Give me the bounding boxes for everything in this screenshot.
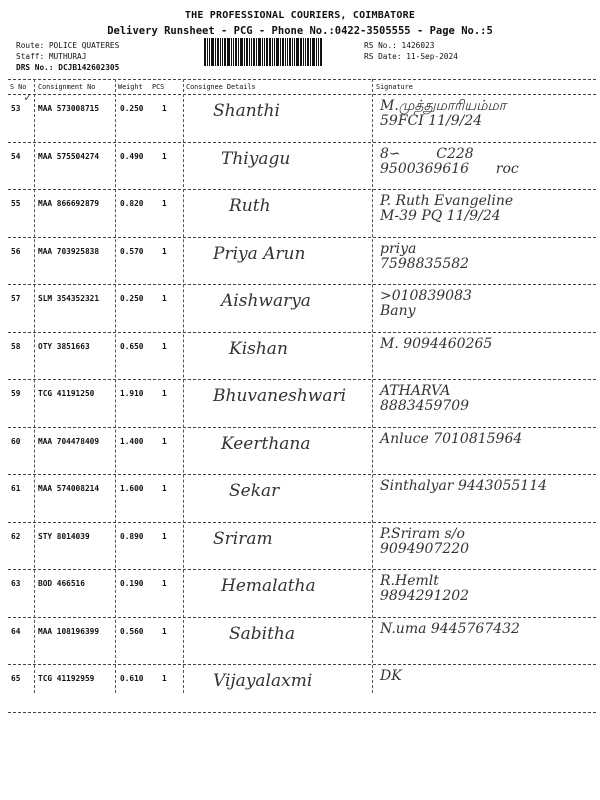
rs-date: RS Date: 11-Sep-2024 [364,52,458,61]
consignment-cell: BOD 466516 [38,579,85,588]
sno-cell: 59 [11,389,21,398]
sno-cell: 65 [11,674,21,683]
row-rule [8,712,596,713]
consignment-cell: MAA 704478409 [38,436,100,446]
pcs-cell: 1 [162,484,167,493]
barcode-bar [204,38,206,66]
barcode-bar [305,38,306,66]
barcode-bar [269,38,271,66]
table-row [8,570,596,618]
barcode-bar [296,38,299,66]
weight-cell: 0.560 [120,626,144,636]
weight-cell: 1.600 [120,484,144,493]
barcode-bar [292,38,293,66]
sno-cell: 60 [11,436,21,446]
barcode-bar [209,38,210,66]
barcode-bar [276,38,279,66]
table-row [8,618,596,666]
pcs-cell: 1 [162,151,167,161]
sno-cell: 62 [11,531,21,541]
consignee-handwriting: Sabitha [229,623,296,644]
consignment-cell: TCG 41191250 [38,389,95,398]
barcode-bar [249,38,250,66]
pcs-cell: 1 [162,531,167,541]
signature-handwriting: R.Hemlt 9894291202 [380,573,470,604]
weight-cell: 0.250 [120,294,144,303]
barcode-bar [251,38,252,66]
sno-cell: 56 [11,246,21,256]
consignment-cell: STY 8014039 [38,531,90,541]
sno-cell: 64 [11,626,21,636]
barcode-bar [266,38,268,66]
barcode-bar [246,38,248,66]
barcode-bar [231,38,232,66]
barcode-bar [318,38,319,66]
signature-handwriting: 8∽ C228 9500369616 roc [380,145,519,177]
weight-cell: 0.490 [120,151,144,161]
barcode-bar [287,38,288,66]
barcode-bar [312,38,315,66]
col-head-consignment: Consignment No [38,83,96,91]
table-row [8,475,596,523]
barcode-bar [220,38,221,66]
signature-handwriting: P. Ruth Evangeline M-39 PQ 11/9/24 [380,193,514,224]
pcs-cell: 1 [162,199,167,208]
barcode-bar [316,38,317,66]
barcode-bar [235,38,237,66]
consignee-handwriting: Aishwarya [221,291,311,311]
weight-cell: 0.610 [120,674,144,683]
sno-cell: 53 [11,104,21,113]
sno-cell: 63 [11,579,21,588]
signature-handwriting: ATHARVA 8883459709 [380,383,470,414]
rs-number: RS No.: 1426023 [364,41,435,50]
sno-cell: 58 [11,341,21,351]
weight-cell: 0.820 [120,199,144,208]
signature-handwriting: >010839083 Bany [380,288,472,319]
barcode-bar [217,38,219,66]
signature-handwriting: N.uma 9445767432 [380,620,520,637]
consignee-handwriting: Sriram [213,528,273,549]
barcode-bar [256,38,257,66]
barcode-bar [303,38,304,66]
consignee-handwriting: Vijayalaxmi [213,671,313,691]
table-row [8,238,596,286]
barcode-bar [272,38,273,66]
barcode-bar [222,38,223,66]
consignment-cell: MAA 703925838 [38,246,100,256]
pcs-cell: 1 [162,674,167,683]
consignee-handwriting: Keerthana [221,433,311,454]
consignment-cell: MAA 866692879 [38,199,100,208]
pcs-cell: 1 [162,436,167,446]
barcode-bar [320,38,322,66]
barcode-bar [215,38,216,66]
sno-cell: 54 [11,151,21,161]
signature-handwriting: M.முத்துமாரியம்மா 59FCI 11/9/24 [380,98,507,129]
col-head-sno: S No [10,83,27,91]
table-top-rule [8,79,596,80]
route-label: Route: POLICE QUATERES [16,41,120,50]
table-row [8,380,596,428]
signature-handwriting: M. 9094460265 [380,335,493,352]
sno-cell: 57 [11,294,21,303]
barcode-bar [233,38,234,66]
consignee-handwriting: Kishan [229,338,288,359]
barcode-bar [224,38,226,66]
consignee-handwriting: Priya Arun [213,243,306,264]
barcode-bar [238,38,239,66]
barcode-bar [262,38,263,66]
consignment-cell: SLM 354352321 [38,294,100,303]
weight-cell: 1.400 [120,436,144,446]
consignee-handwriting: Ruth [229,196,271,216]
table-row [8,523,596,571]
weight-cell: 1.910 [120,389,144,398]
barcode-bar [282,38,284,66]
col-head-signature: Signature [376,83,413,91]
col-head-consignee: Consignee Details [186,83,256,91]
barcode-bar [274,38,275,66]
sno-cell: 61 [11,484,21,493]
pcs-cell: 1 [162,246,167,256]
weight-cell: 0.570 [120,246,144,256]
barcode-bar [289,38,291,66]
barcode-bar [258,38,261,66]
signature-handwriting: priya 7598835582 [380,240,470,272]
consignee-handwriting: Hemalatha [221,576,316,596]
consignment-cell: MAA 108196399 [38,626,100,636]
barcode-bar [253,38,255,66]
consignee-handwriting: Bhuvaneshwari [213,386,347,406]
meta-left [16,40,119,73]
barcode [204,38,354,66]
pcs-cell: 1 [162,341,167,351]
weight-cell: 0.650 [120,341,144,351]
signature-handwriting: DK [380,668,402,684]
consignment-cell: MAA 574008214 [38,484,100,493]
signature-handwriting: Sinthalyar 9443055114 [380,478,548,494]
consignee-handwriting: Thiyagu [221,148,291,169]
barcode-bar [227,38,230,66]
barcode-bar [294,38,295,66]
table-row [8,190,596,238]
barcode-bar [307,38,309,66]
weight-cell: 0.250 [120,104,144,113]
weight-cell: 0.190 [120,579,144,588]
barcode-bar [207,38,208,66]
barcode-bar [280,38,281,66]
consignment-cell: MAA 573008715 [38,104,100,113]
barcode-bar [240,38,243,66]
pcs-cell: 1 [162,626,167,636]
barcode-bar [244,38,245,66]
barcode-bar [310,38,311,66]
page-title: THE PROFESSIONAL COURIERS, COIMBATORE [184,10,416,21]
table-row [8,285,596,333]
pcs-cell: 1 [162,294,167,303]
table-row [8,428,596,476]
table-row [8,95,596,143]
consignee-handwriting: Shanthi [213,101,280,121]
page-subtitle: Delivery Runsheet - PCG - Phone No.:0422-3505555 - Page No.:5 [107,25,493,37]
col-head-weight: Weight [118,83,143,91]
barcode-bar [285,38,286,66]
signature-handwriting: Anluce 7010815964 [380,430,523,447]
barcode-bar [264,38,265,66]
pcs-cell: 1 [162,389,167,398]
table-row [8,333,596,381]
weight-cell: 0.890 [120,531,144,541]
consignment-cell: MAA 575504274 [38,151,100,161]
pcs-cell: 1 [162,579,167,588]
pcs-cell: 1 [162,104,167,113]
drs-label: DRS No.: DCJB142602305 [16,63,120,72]
sno-cell: 55 [11,199,21,208]
pen-mark: ✓ [24,90,32,104]
meta-right [364,40,458,62]
table-row [8,143,596,191]
col-head-pcs: PCS [152,83,165,91]
table-row [8,665,596,713]
consignment-cell: OTY 3851663 [38,341,90,351]
barcode-bar [300,38,302,66]
staff-label: Staff: MUTHURAJ [16,52,87,61]
signature-handwriting: P.Sriram s/o 9094907220 [380,525,470,557]
consignee-handwriting: Sekar [229,481,280,501]
barcode-bar [211,38,214,66]
consignment-cell: TCG 41192959 [38,674,95,683]
